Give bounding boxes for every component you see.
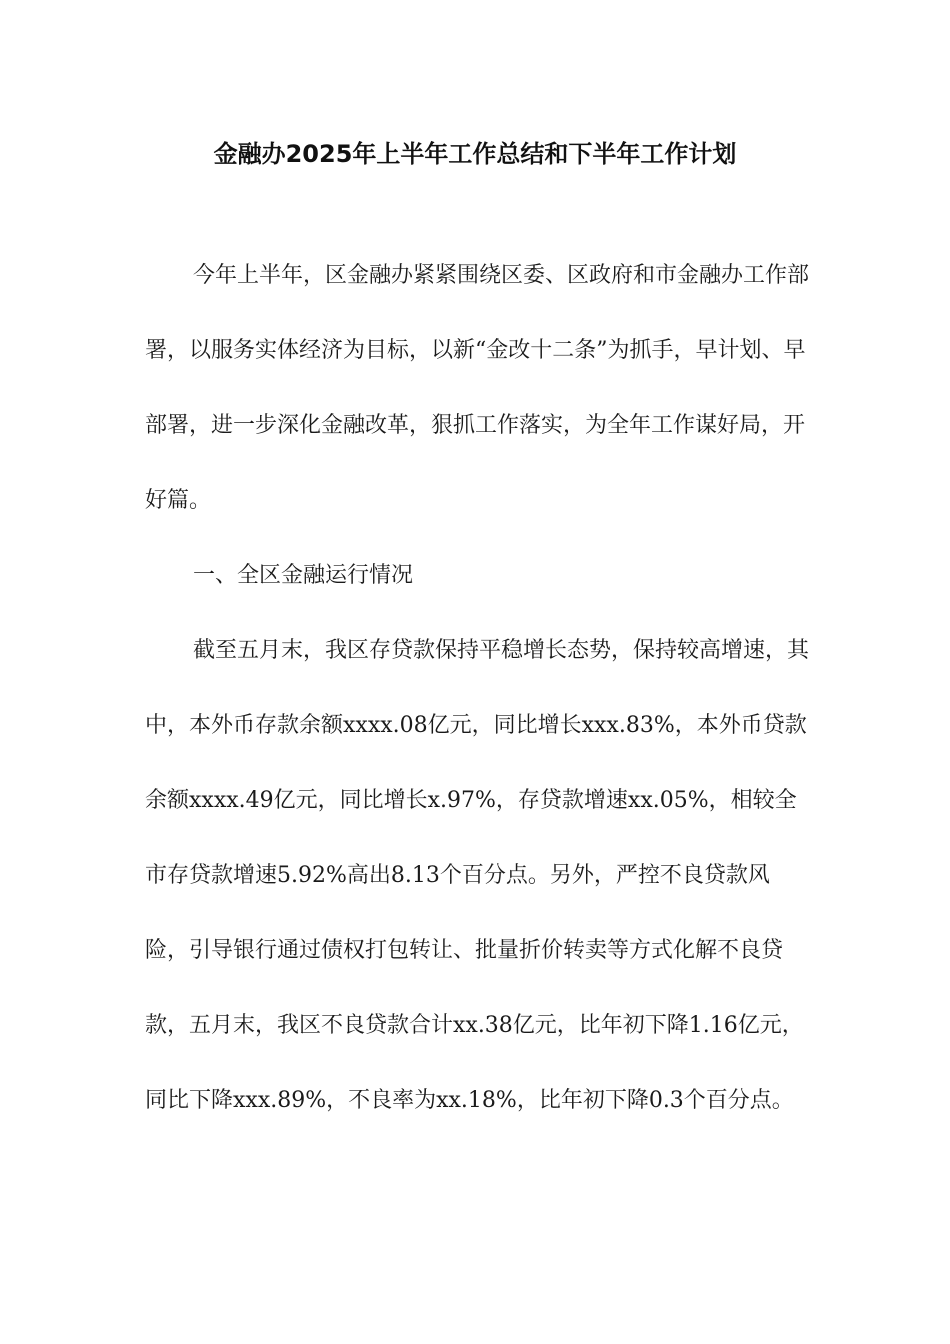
financial-operation-paragraph: 截至五月末，我区存贷款保持平稳增长态势，保持较高增速，其中，本外币存款余额xxxx.08亿元，同比增长xxx.83%，本外币贷款余额xxxx.49亿元，同比增长x.97%，存贷款增速xx.05%，相较全市存贷款增速5.92%高出8.13个百分点。另外，严控不良贷款风险，引导银行通过债权打包转让、批量折价转卖等方式化解不良贷款，五月末，我区不良贷款合计xx.38亿元，比年初下降1.16亿元，同比下降xxx.89%，不良率为xx.18%，比年初下降0.3个百分点。 bbox=[145, 638, 810, 1113]
section-heading: 一、全区金融运行情况 bbox=[193, 563, 414, 588]
intro-paragraph: 今年上半年，区金融办紧紧围绕区委、区政府和市金融办工作部署，以服务实体经济为目标，以新“金改十二条”为抓手，早计划、早部署，进一步深化金融改革，狠抓工作落实，为全年工作谋好局，开好篇。 bbox=[145, 263, 810, 513]
document-title: 金融办2025年上半年工作总结和下半年工作计划 bbox=[213, 140, 737, 168]
